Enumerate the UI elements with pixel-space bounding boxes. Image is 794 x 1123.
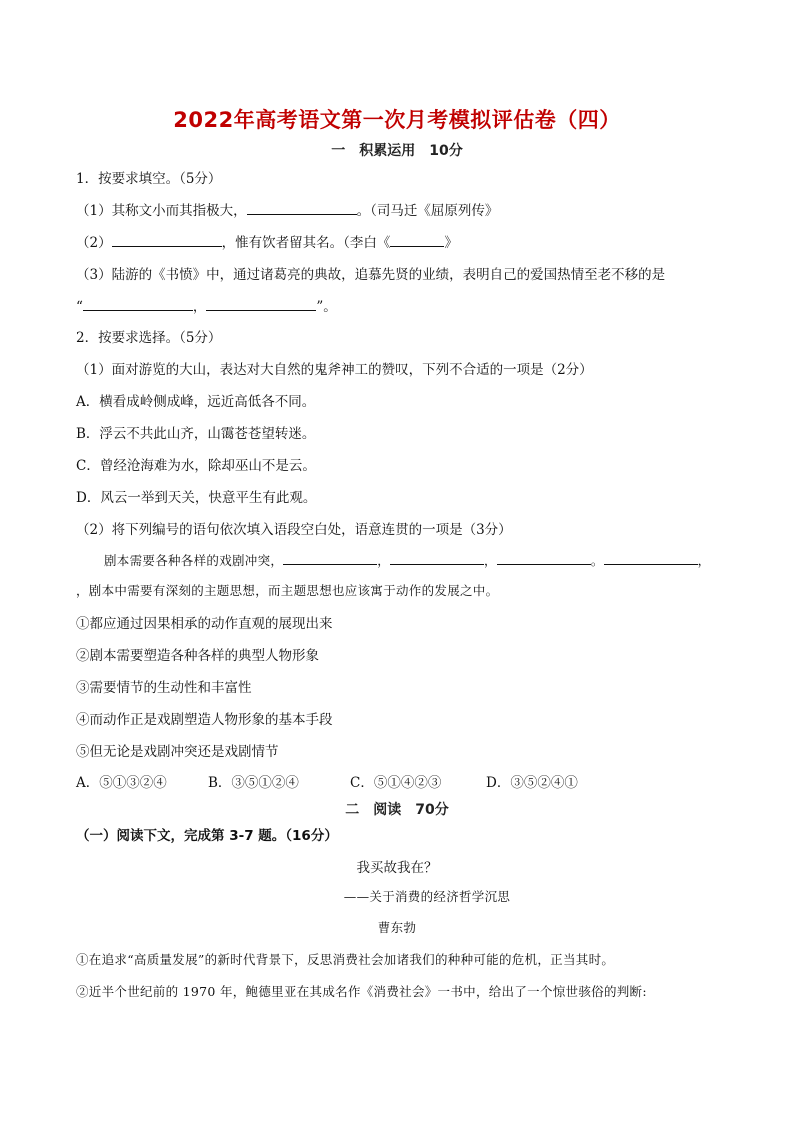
reading-intro: （一）阅读下文，完成第 3-7 题。（16分） (76, 828, 338, 844)
q1-s1-text-a: （1）其称文小而其指极大， (76, 203, 247, 219)
q2-sub-2: （2）将下列编号的语句依次填入语段空白处，语意连贯的一项是（3分） (76, 522, 512, 538)
fill-blank[interactable] (390, 550, 484, 565)
exam-title: 2022年高考语文第一次月考模拟评估卷（四） (173, 108, 621, 132)
answer-option-a[interactable]: A．⑤①③②④ (76, 775, 167, 791)
q2-passage-sep: ， (377, 553, 391, 568)
q2-passage-line-1 (104, 550, 718, 569)
answer-option-d[interactable]: D．③⑤②④① (486, 775, 578, 791)
q2-item-3: ③需要情节的生动性和丰富性 (76, 680, 252, 696)
q2-option-a: A．横看成岭侧成峰，远近高低各不同。 (76, 394, 316, 410)
article-paragraph-2: ②近半个世纪前的 1970 年，鲍德里亚在其成名作《消费社会》一书中，给出了一个惊世骇俗的判断: (76, 984, 647, 999)
fill-blank[interactable] (112, 232, 222, 247)
article-title: 我买故我在？ (356, 860, 438, 876)
q2-option-c: C．曾经沧海难为水，除却巫山不是云。 (76, 458, 316, 474)
article-subtitle: ——关于消费的经济哲学沉思 (343, 889, 511, 904)
section-heading-2: 二 阅读 70分 (345, 802, 449, 818)
q1-s1-text-b: 。（司马迁《屈原列传》 (356, 203, 499, 219)
article-paragraph-1: ①在追求“高质量发展”的新时代背景下，反思消费社会加诸我们的种种可能的危机，正当其时。 (76, 952, 615, 967)
answer-option-b[interactable]: B．③⑤①②④ (208, 775, 299, 791)
fill-blank[interactable] (497, 550, 591, 565)
fill-blank[interactable] (247, 200, 357, 215)
q2-sub-1: （1）面对游览的大山，表达对大自然的鬼斧神工的赞叹，下列不合适的一项是（2分） (76, 362, 593, 378)
q1-sentence-2 (76, 231, 718, 251)
answer-option-c[interactable]: C．⑤①④②③ (350, 775, 442, 791)
q1-stem: 1．按要求填空。（5分） (76, 171, 222, 187)
q2-item-5: ⑤但无论是戏剧冲突还是戏剧情节 (76, 744, 279, 760)
q2-answer-options (76, 771, 718, 791)
q1-s2-text-b: ，惟有饮者留其名。（李白《 (221, 235, 391, 251)
fill-blank[interactable] (283, 550, 377, 565)
section-heading-1: 一 积累运用 10分 (331, 143, 463, 159)
q2-option-d: D．风云一举到天关，快意平生有此观。 (76, 490, 317, 506)
article-author: 曹东勃 (377, 920, 417, 935)
q2-stem: 2．按要求选择。（5分） (76, 330, 222, 346)
fill-blank[interactable] (390, 232, 444, 247)
q1-sentence-3: （3）陆游的《书愤》中，通过诸葛亮的典故，追慕先贤的业绩，表明自己的爱国热情至老不移的是 (76, 267, 666, 283)
fill-blank[interactable] (604, 550, 698, 565)
q1-s3-comma: ， (192, 299, 207, 315)
q2-passage-sep: ， (697, 553, 711, 568)
q2-option-b: B．浮云不共此山齐，山霭苍苍望转迷。 (76, 426, 316, 442)
q1-s3-open-quote: “ (76, 299, 83, 315)
q2-passage-sep: ， (484, 553, 497, 568)
q2-item-4: ④而动作正是戏剧塑造人物形象的基本手段 (76, 712, 333, 728)
q1-s2-text-c: 》 (444, 235, 458, 251)
q1-sentence-3-blanks (76, 295, 718, 315)
q1-s2-text-a: （2） (76, 235, 112, 251)
q1-s3-close-quote: ”。 (316, 299, 337, 315)
q1-sentence-1 (76, 199, 718, 219)
q2-passage-text-a: 剧本需要各种各样的戏剧冲突， (104, 553, 284, 568)
fill-blank[interactable] (83, 296, 193, 311)
q2-passage-sep: 。 (590, 553, 604, 568)
q2-item-1: ①都应通过因果相承的动作直观的展现出来 (76, 616, 333, 632)
fill-blank[interactable] (206, 296, 316, 311)
q2-item-2: ②剧本需要塑造各种各样的典型人物形象 (76, 648, 319, 664)
q2-passage-line-2: ，剧本中需要有深刻的主题思想，而主题思想也应该寓于动作的发展之中。 (76, 583, 499, 598)
